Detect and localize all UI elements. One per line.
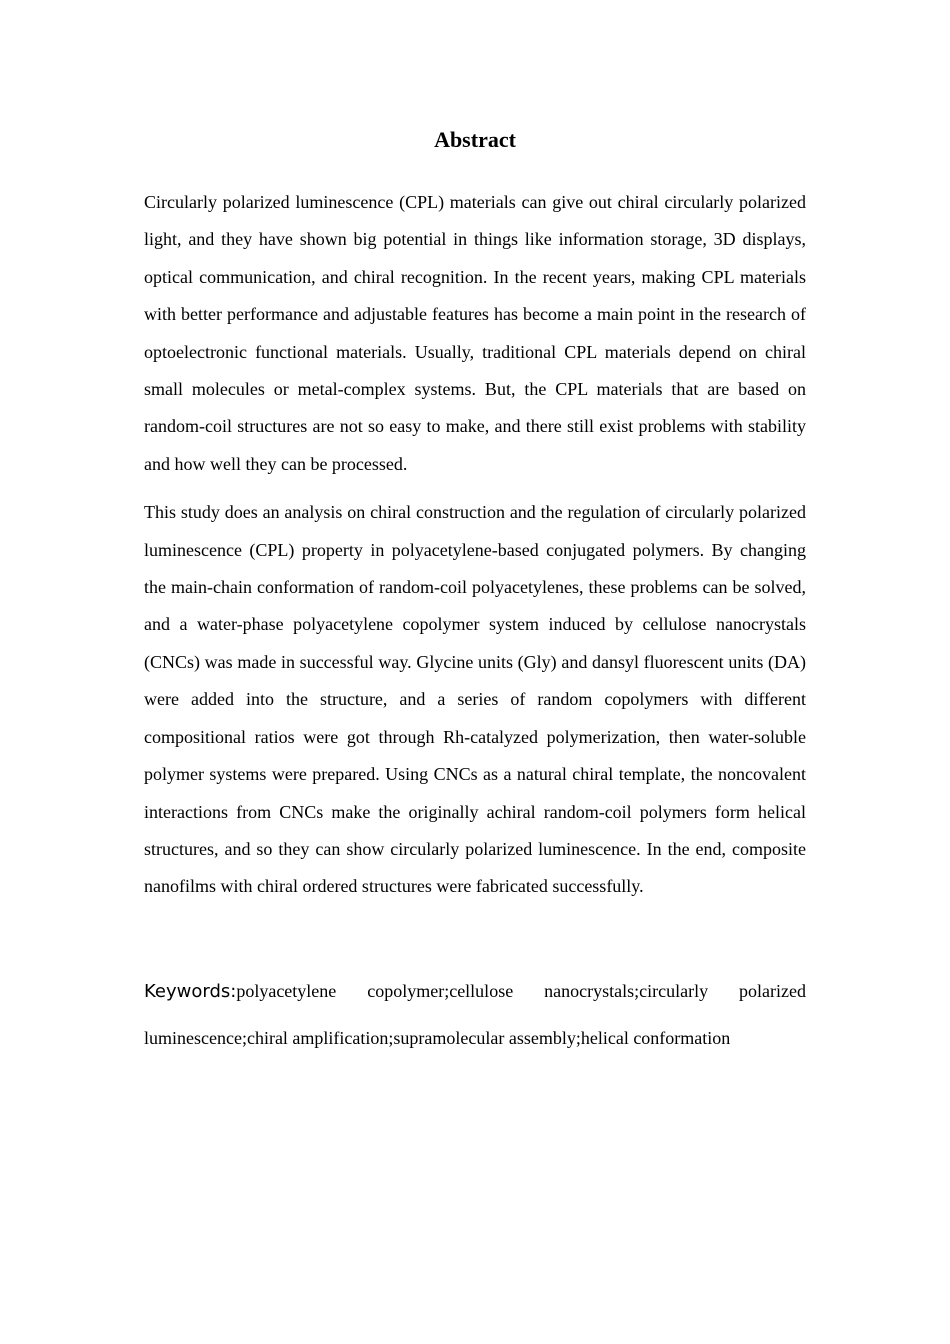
keywords-text: polyacetylene copolymer;cellulose nanocrystals;circularly polarized luminescence;chiral amplification;supramolecular assembly;helical conformation [144,981,806,1048]
keywords-line [144,968,806,1062]
abstract-title: Abstract [434,127,516,152]
abstract-paragraph-2: This study does an analysis on chiral construction and the regulation of circularly polarized luminescence (CPL) property in polyacetylene-based conjugated polymers. By changing the main-chain conformation of random-coil polyacetylenes, these problems can be solved, and a water-phase polyacetylene copolymer system induced by cellulose nanocrystals (CNCs) was made in successful way. Glycine units (Gly) and dansyl fluorescent units (DA) were added into the structure, and a series of random copolymers with different compositional ratios were got through Rh-catalyzed polymerization, then water-soluble polymer systems were prepared. Using CNCs as a natural chiral template, the noncovalent interactions from CNCs make the originally achiral random-coil polymers form helical structures, and so they can show circularly polarized luminescence. In the end, composite nanofilms with chiral ordered structures were fabricated successfully. [144,502,806,897]
abstract-body [144,184,806,917]
abstract-paragraph-1: Circularly polarized luminescence (CPL) materials can give out chiral circularly polarized light, and they have shown big potential in things like information storage, 3D displays, optical communication, and chiral recognition. In the recent years, making CPL materials with better performance and adjustable features has become a main point in the research of optoelectronic functional materials. Usually, traditional CPL materials depend on chiral small molecules or metal-complex systems. But, the CPL materials that are based on random-coil structures are not so easy to make, and there still exist problems with stability and how well they can be processed. [144,192,806,474]
keywords-label: Keywords: [144,981,237,1002]
